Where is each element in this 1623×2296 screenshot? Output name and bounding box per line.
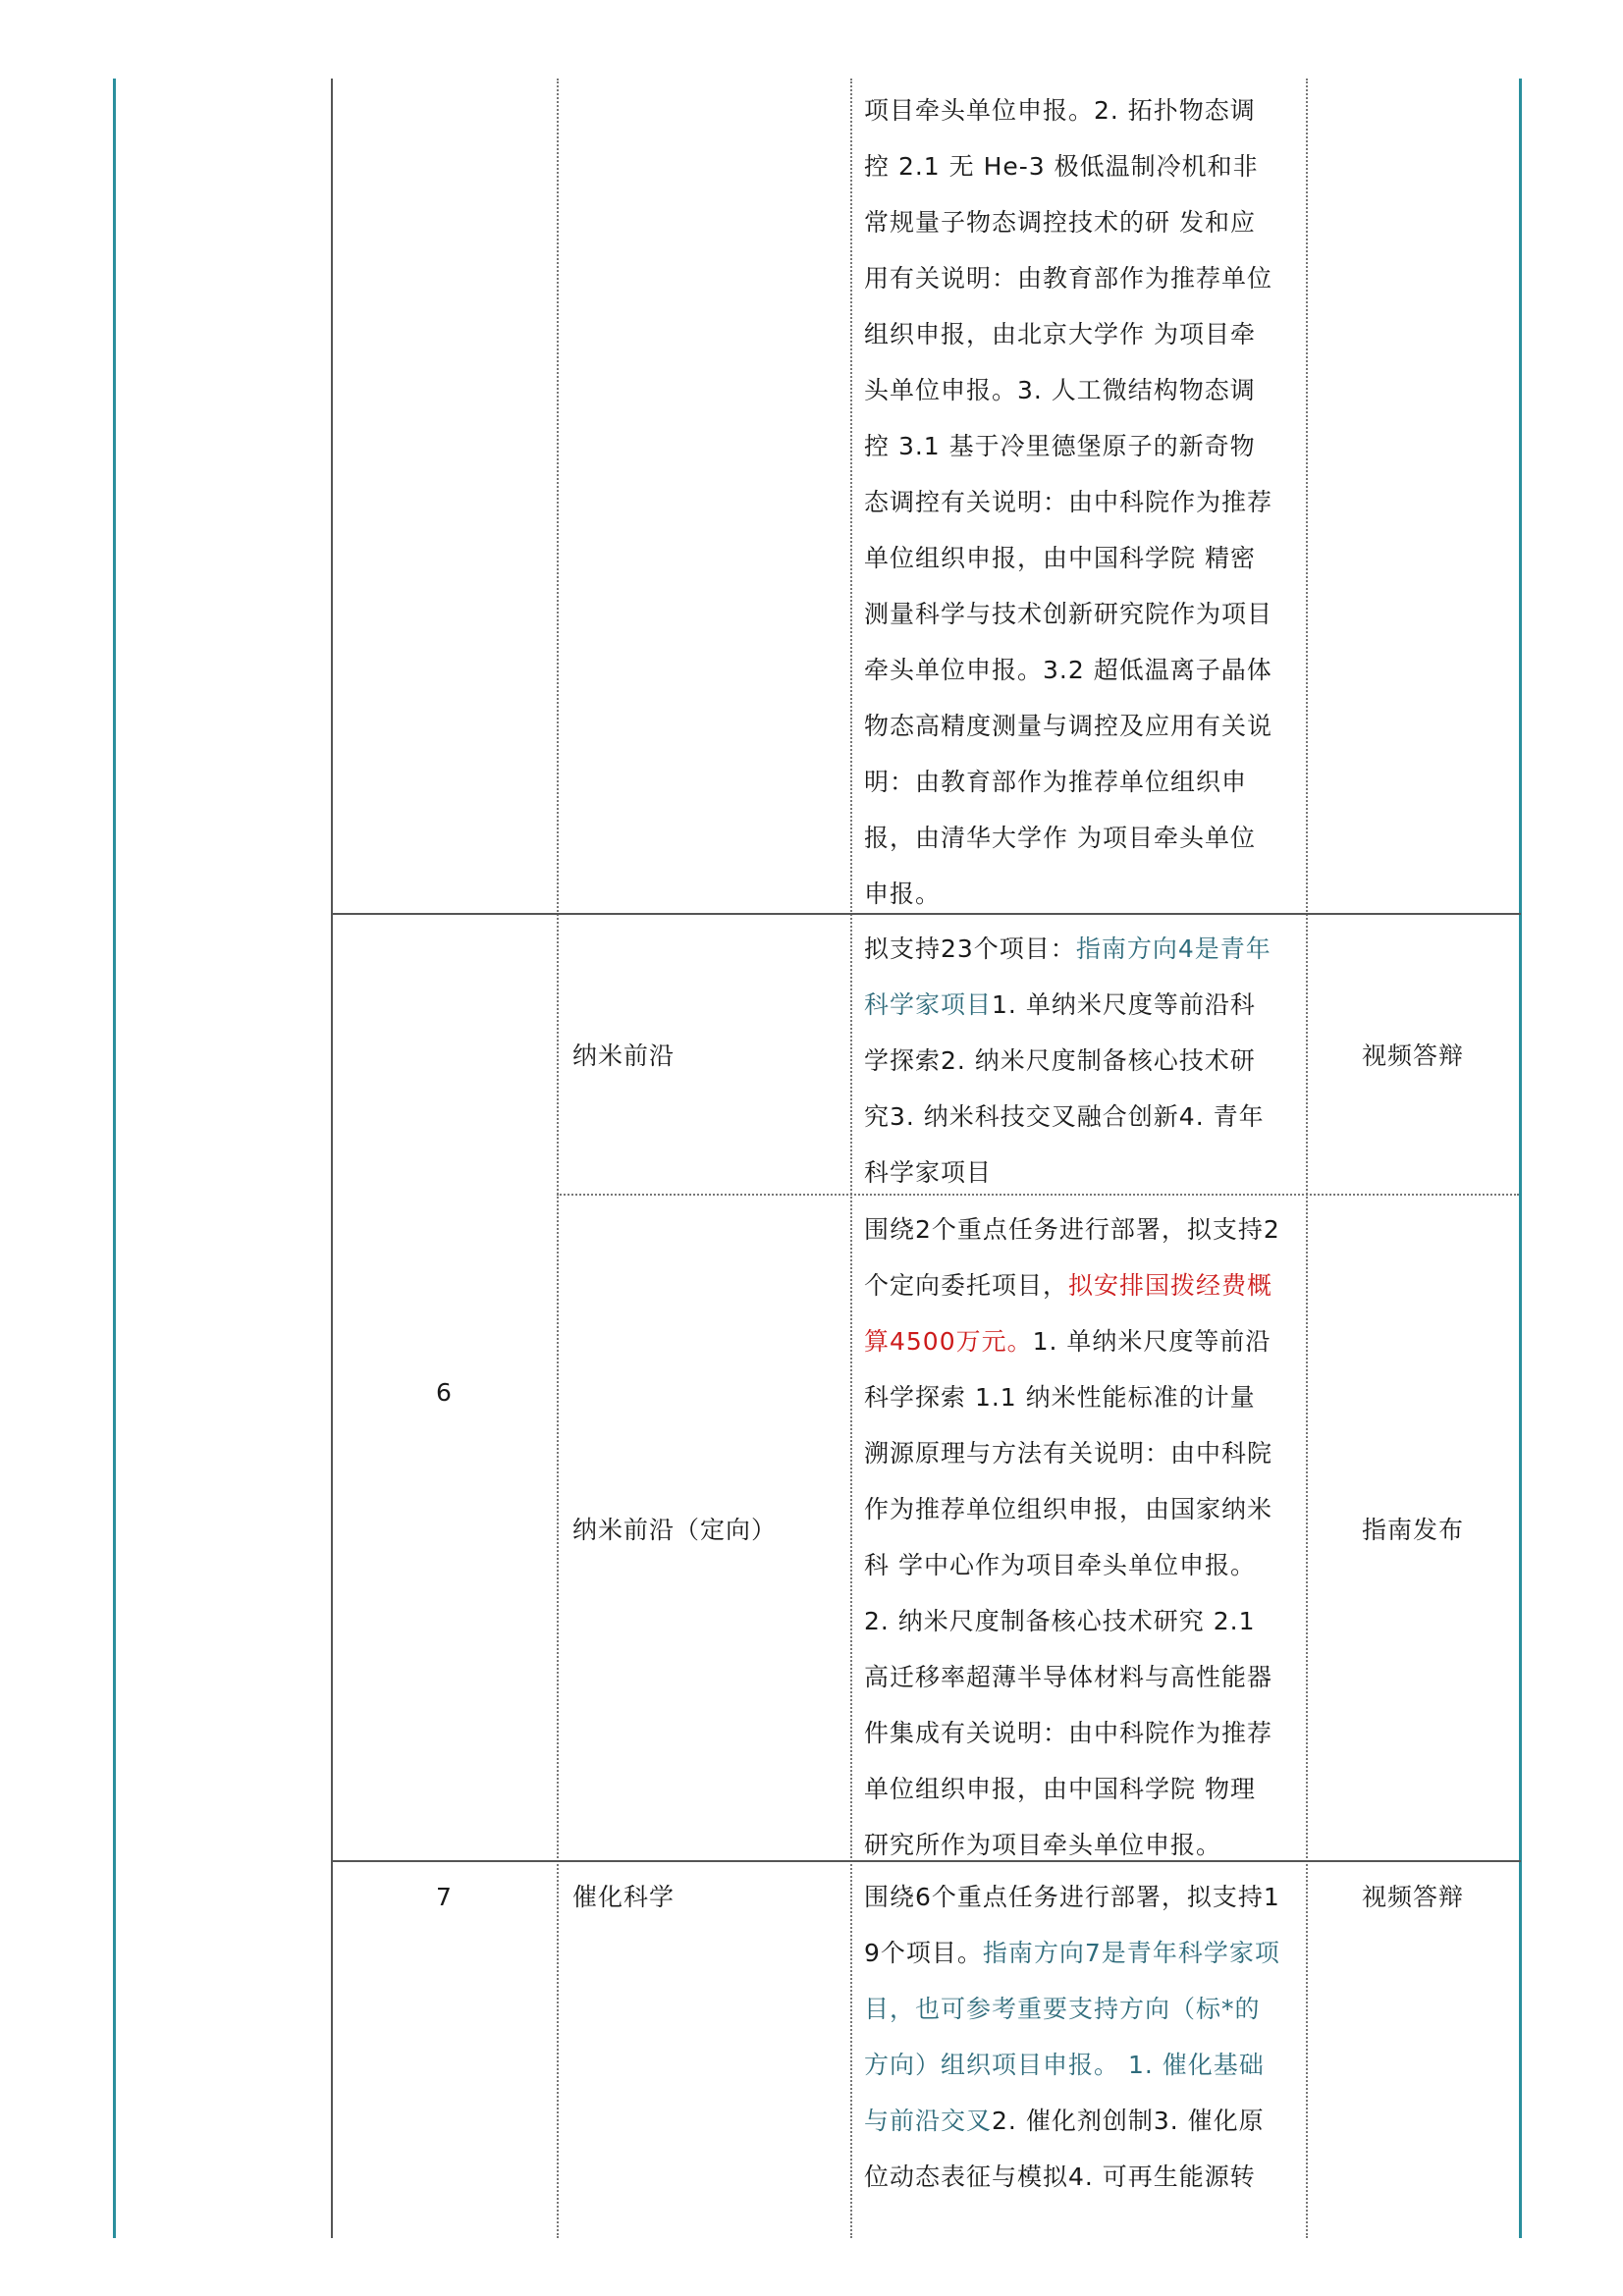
row-number-6: 6 [436,1378,453,1407]
desc-line: 围绕6个重点任务进行部署，拟支持1 [864,1883,1280,1911]
desc-line: 溯源原理与方法有关说明：由中科院 [864,1439,1273,1468]
project-name-nano-frontier-directed: 纳米前沿（定向） [572,1516,778,1544]
desc-line: 作为推荐单位组织申报，由国家纳米 [864,1495,1273,1523]
desc-line: 学探索2. 纳米尺度制备核心技术研 [864,1046,1256,1075]
desc-line: 科学探索 1.1 纳米性能标准的计量 [864,1383,1256,1412]
right-border [1519,79,1522,2238]
desc-line: 科学家项目1. 单纳米尺度等前沿科 [864,990,1256,1019]
project-name-catalysis: 催化科学 [572,1883,676,1911]
desc-line: 件集成有关说明：由中科院作为推荐 [864,1719,1273,1747]
desc-line: 算4500万元。1. 单纳米尺度等前沿 [864,1327,1271,1356]
desc-line: 个定向委托项目，拟安排国拨经费概 [864,1271,1273,1300]
desc-line: 态调控有关说明：由中科院作为推荐 [864,488,1273,516]
review-method-nano-frontier-directed: 指南发布 [1361,1516,1464,1544]
desc-line: 单位组织申报，由中国科学院 物理 [864,1775,1256,1803]
desc-line: 围绕2个重点任务进行部署，拟支持2 [864,1215,1280,1244]
desc-line: 究3. 纳米科技交叉融合创新4. 青年 [864,1102,1265,1131]
desc-line: 9个项目。指南方向7是青年科学家项 [864,1939,1280,1967]
desc-line: 单位组织申报，由中国科学院 精密 [864,544,1256,572]
column-divider-desc [850,79,852,2238]
desc-line: 目，也可参考重要支持方向（标*的 [864,1995,1261,2023]
desc-line: 控 2.1 无 He-3 极低温制冷机和非 [864,152,1259,181]
desc-line: 控 3.1 基于冷里德堡原子的新奇物 [864,432,1256,460]
project-description-nano-frontier-directed [864,1201,1280,1873]
desc-line: 常规量子物态调控技术的研 发和应 [864,208,1256,237]
row-number-7: 7 [436,1883,453,1911]
desc-line: 用有关说明：由教育部作为推荐单位 [864,264,1273,293]
desc-line: 高迁移率超薄半导体材料与高性能器 [864,1663,1273,1691]
desc-line: 报，由清华大学作 为项目牵头单位 [864,824,1256,852]
review-method-catalysis: 视频答辩 [1361,1883,1464,1911]
desc-line: 明：由教育部作为推荐单位组织申 [864,768,1248,796]
left-border [113,79,116,2238]
desc-line: 与前沿交叉2. 催化剂创制3. 催化原 [864,2107,1265,2135]
desc-line: 拟支持23个项目：指南方向4是青年 [864,934,1271,963]
desc-line: 牵头单位申报。3.2 超低温离子晶体 [864,656,1272,684]
desc-line: 2. 纳米尺度制备核心技术研究 2.1 [864,1607,1256,1635]
row-continuation-description [864,82,1272,922]
column-divider-number [331,79,333,2238]
project-description-catalysis [864,1869,1280,2205]
desc-line: 位动态表征与模拟4. 可再生能源转 [864,2163,1256,2191]
project-description-nano-frontier [864,921,1271,1201]
desc-line: 物态高精度测量与调控及应用有关说 [864,712,1273,740]
desc-line: 方向）组织项目申报。 1. 催化基础 [864,2051,1265,2079]
project-name-nano-frontier: 纳米前沿 [572,1041,676,1070]
desc-line: 科 学中心作为项目牵头单位申报。 [864,1551,1256,1579]
desc-line: 研究所作为项目牵头单位申报。 [864,1831,1222,1859]
desc-line: 申报。 [864,880,942,908]
desc-line: 测量科学与技术创新研究院作为项目 [864,600,1273,628]
desc-line: 项目牵头单位申报。2. 拓扑物态调 [864,96,1256,125]
review-method-nano-frontier: 视频答辩 [1361,1041,1464,1070]
desc-line: 头单位申报。3. 人工微结构物态调 [864,376,1256,404]
column-divider-name [557,79,559,2238]
desc-line: 科学家项目 [864,1158,993,1187]
desc-line: 组织申报，由北京大学作 为项目牵 [864,320,1256,348]
